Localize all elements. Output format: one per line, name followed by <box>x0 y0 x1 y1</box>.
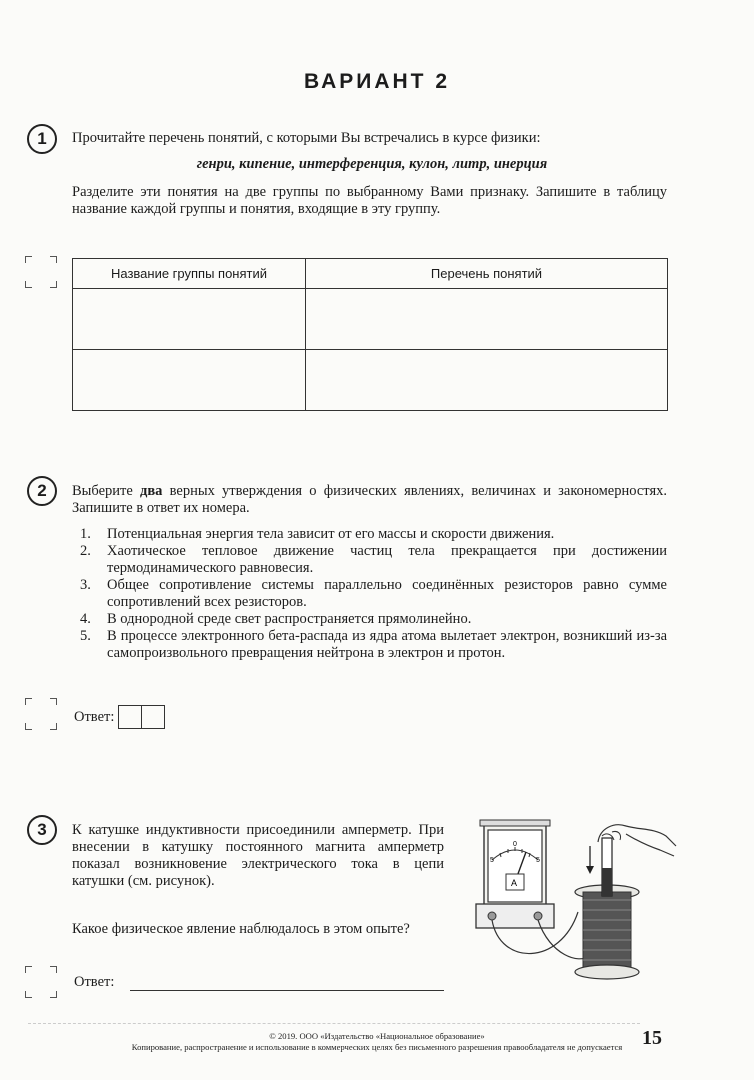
answer-label: Ответ: <box>74 974 115 990</box>
table-header-concepts-list: Перечень понятий <box>306 259 668 289</box>
question-2-intro-start: Выберите <box>72 483 141 499</box>
table-row <box>73 289 668 350</box>
question-1-answer-table <box>72 258 668 411</box>
question-3-answer-line[interactable] <box>130 974 444 991</box>
scale-left-label: 5 <box>490 857 494 864</box>
question-1-number: 1 <box>27 124 57 154</box>
answer-mark-corners <box>25 966 57 998</box>
question-1-terms: генри, кипение, интерференция, кулон, литр, инерция <box>196 156 548 172</box>
question-1-intro: Прочитайте перечень понятий, с которыми Вы встречались в курсе физики: <box>72 130 541 146</box>
question-1-task: Разделите эти понятия на две группы по выбранному Вами признаку. Запишите в таблицу название каждой группы и понятия, входящие в эту группу. <box>72 184 667 217</box>
table-cell-group-1[interactable] <box>73 289 306 350</box>
list-item <box>72 526 667 543</box>
statement-text: Хаотическое тепловое движение частиц тела прекращается при достижении термодинамического равновесия. <box>107 543 667 576</box>
table-cell-concepts-2[interactable] <box>306 350 668 411</box>
question-2-intro-emphasis: два <box>140 483 163 499</box>
statement-number: 2. <box>80 543 91 559</box>
question-3-text: К катушке индуктивности присоединили амперметр. При внесении в катушку постоянного магнита амперметр показал возникновение электрического тока в цепи катушки (см. рисунок). <box>72 822 444 889</box>
statement-text: В однородной среде свет распространяется прямолинейно. <box>107 611 472 627</box>
scale-right-label: 5 <box>536 857 540 864</box>
footer-notice: Копирование, распространение и использование в коммерческих целях без письменного разрешения правообладателя не допускается <box>131 1042 623 1052</box>
question-2-intro-end: верных утверждения о физических явлениях, величинах и закономерностях. Запишите в ответ их номера. <box>72 483 667 516</box>
list-item <box>72 577 667 611</box>
answer-label: Ответ: <box>74 708 115 725</box>
coil-icon <box>575 885 639 979</box>
footer-separator <box>28 1023 640 1024</box>
table-header-group-name: Название группы понятий <box>73 259 306 289</box>
table-cell-concepts-1[interactable] <box>306 289 668 350</box>
statement-number: 5. <box>80 628 91 644</box>
statement-text: Потенциальная энергия тела зависит от его массы и скорости движения. <box>107 526 555 542</box>
question-3-question: Какое физическое явление наблюдалось в этом опыте? <box>72 921 410 937</box>
list-item <box>72 611 667 628</box>
statement-number: 4. <box>80 611 91 627</box>
page-number: 15 <box>642 1027 662 1049</box>
answer-mark-corners <box>25 256 57 288</box>
statement-text: Общее сопротивление системы параллельно соединённых резисторов равно сумме сопротивлений всех резисторов. <box>107 577 667 610</box>
scale-zero-label: 0 <box>513 841 517 848</box>
question-2-number: 2 <box>27 476 57 506</box>
statement-number: 1. <box>80 526 91 542</box>
table-cell-group-2[interactable] <box>73 350 306 411</box>
answer-boxes <box>118 705 165 729</box>
statement-text: В процессе электронного бета-распада из ядра атома вылетает электрон, возникший из-за самопроизвольного превращения нейтрона в электрон и протон. <box>107 628 667 661</box>
footer-copyright: © 2019. ООО «Издательство «Национальное образование» <box>269 1031 485 1041</box>
answer-box-2[interactable] <box>142 705 165 729</box>
ammeter-icon <box>476 820 554 928</box>
answer-mark-corners <box>25 698 57 730</box>
magnet-icon <box>602 838 612 896</box>
meter-letter: A <box>511 878 518 888</box>
question-2-statements <box>72 526 667 662</box>
variant-title: ВАРИАНТ 2 <box>303 70 451 93</box>
list-item <box>72 543 667 577</box>
table-row <box>73 350 668 411</box>
experiment-figure <box>470 816 680 996</box>
list-item <box>72 628 667 662</box>
statement-number: 3. <box>80 577 91 593</box>
arrow-down-icon <box>586 846 594 874</box>
question-2-answer <box>74 705 165 729</box>
answer-box-1[interactable] <box>118 705 142 729</box>
question-2-intro <box>72 483 667 517</box>
question-3-number: 3 <box>27 815 57 845</box>
